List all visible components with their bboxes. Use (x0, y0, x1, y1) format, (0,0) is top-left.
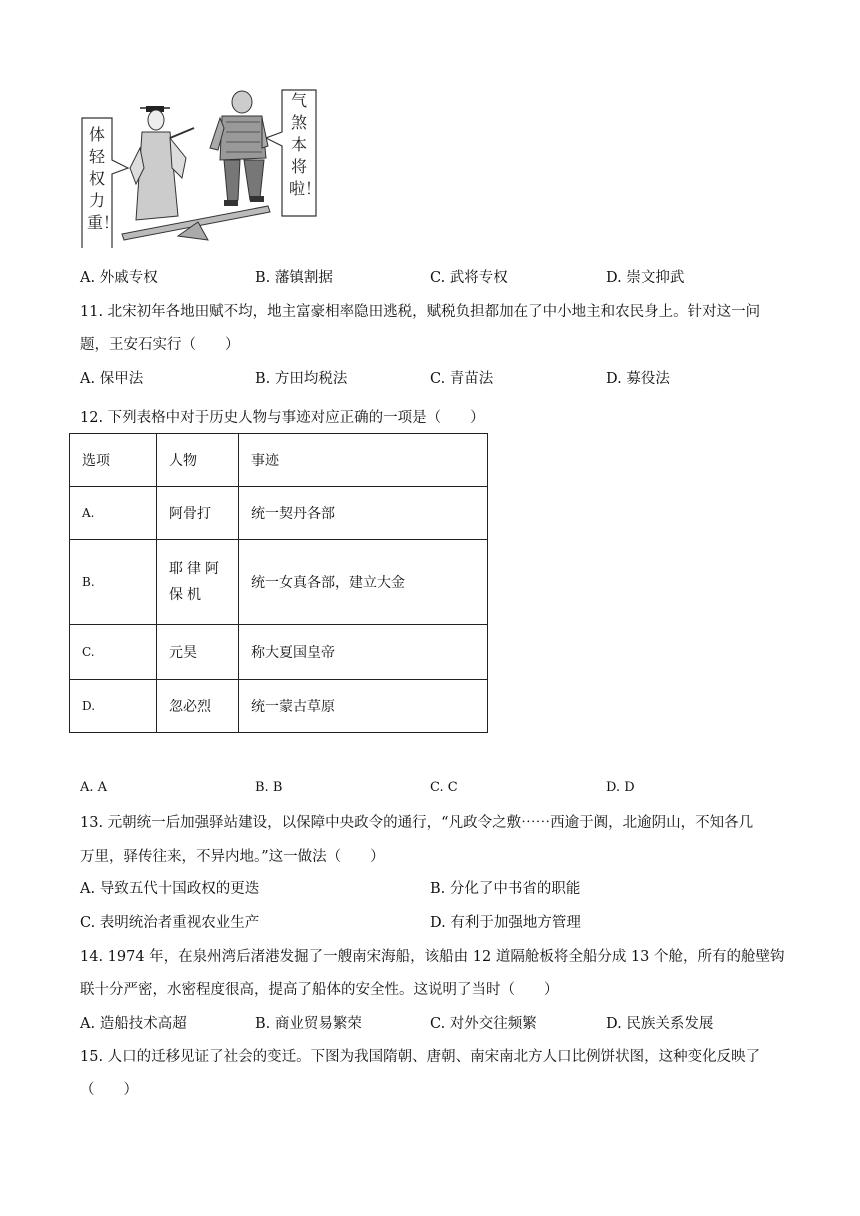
table-header-cell: 选项 (70, 434, 157, 487)
q11-option-d: D. 募役法 (606, 371, 670, 387)
q12-stem: 12. 下列表格中对于历史人物与事迹对应正确的一项是（ ） (80, 410, 485, 426)
table-cell: 耶律阿保机 (157, 540, 239, 625)
q15-stem-line1: 15. 人口的迁移见证了社会的变迁。下图为我国隋朝、唐朝、南宋南北方人口比例饼状图，这种变化反映了 (80, 1049, 761, 1065)
q13-option-a: A. 导致五代十国政权的更迭 (80, 881, 260, 897)
table-cell: 忽必烈 (157, 680, 239, 733)
q14-option-c: C. 对外交往频繁 (430, 1016, 537, 1032)
q14-stem-line1: 14. 1974 年，在泉州湾后渚港发掘了一艘南宋海船，该船由 12 道隔舱板将全船分成 13 个舱，所有的舱壁钩 (80, 949, 785, 965)
q14-stem-line2: 联十分严密，水密程度很高，提高了船体的安全性。这说明了当时（ ） (80, 982, 559, 998)
right-bubble-caption: 气煞本将啦！ (289, 91, 322, 198)
q10-option-c: C. 武将专权 (430, 270, 508, 286)
seesaw-cartoon (70, 88, 320, 248)
q13-stem-line1: 13. 元朝统一后加强驿站建设，以保障中央政令的通行，“凡政令之敷⋯⋯西逾于阗，北逾阴山，不知各几 (80, 815, 754, 831)
table-cell: 阿骨打 (157, 487, 239, 540)
scholar-official-figure (130, 106, 194, 220)
table-cell: 元昊 (157, 625, 239, 680)
q11-option-c: C. 青苗法 (430, 371, 494, 387)
q11-option-b: B. 方田均税法 (255, 371, 348, 387)
general-figure (210, 91, 268, 206)
q15-stem-line2: （ ） (80, 1082, 138, 1098)
left-bubble-caption: 体轻权力重！ (87, 125, 120, 232)
q11-stem-line2: 题，王安石实行（ ） (80, 337, 240, 353)
q10-option-d: D. 崇文抑武 (606, 270, 685, 286)
q13-option-d: D. 有利于加强地方管理 (430, 915, 581, 931)
table-row (70, 680, 488, 733)
q12-option-c: C. C (430, 780, 458, 795)
history-table (69, 433, 488, 733)
q14-option-b: B. 商业贸易繁荣 (255, 1016, 362, 1032)
table-header-row (70, 434, 488, 487)
q11-stem-line1: 11. 北宋初年各地田赋不均，地主富豪相率隐田逃税，赋税负担都加在了中小地主和农民身上。针对这一问 (80, 304, 761, 320)
table-cell: A. (70, 487, 157, 540)
q12-option-a: A. A (80, 780, 108, 795)
table-row (70, 540, 488, 625)
table-cell: 统一蒙古草原 (239, 680, 488, 733)
table-header-cell: 事迹 (239, 434, 488, 487)
q12-option-d: D. D (606, 780, 635, 795)
q14-option-d: D. 民族关系发展 (606, 1016, 714, 1032)
table-cell: B. (70, 540, 157, 625)
q10-option-a: A. 外戚专权 (80, 270, 158, 286)
table-cell: 统一契丹各部 (239, 487, 488, 540)
q10-option-b: B. 藩镇割据 (255, 270, 333, 286)
table-cell: 称大夏国皇帝 (239, 625, 488, 680)
q14-option-a: A. 造船技术高超 (80, 1016, 187, 1032)
q13-stem-line2: 万里，驿传往来，不异内地。”这一做法（ ） (80, 849, 385, 865)
table-cell: D. (70, 680, 157, 733)
q11-option-a: A. 保甲法 (80, 371, 144, 387)
table-cell: 统一女真各部，建立大金 (239, 540, 488, 625)
table-header-cell: 人物 (157, 434, 239, 487)
q13-option-b: B. 分化了中书省的职能 (430, 881, 581, 897)
table-row (70, 487, 488, 540)
q13-option-c: C. 表明统治者重视农业生产 (80, 915, 260, 931)
table-row (70, 625, 488, 680)
q12-option-b: B. B (255, 780, 283, 795)
table-cell: C. (70, 625, 157, 680)
